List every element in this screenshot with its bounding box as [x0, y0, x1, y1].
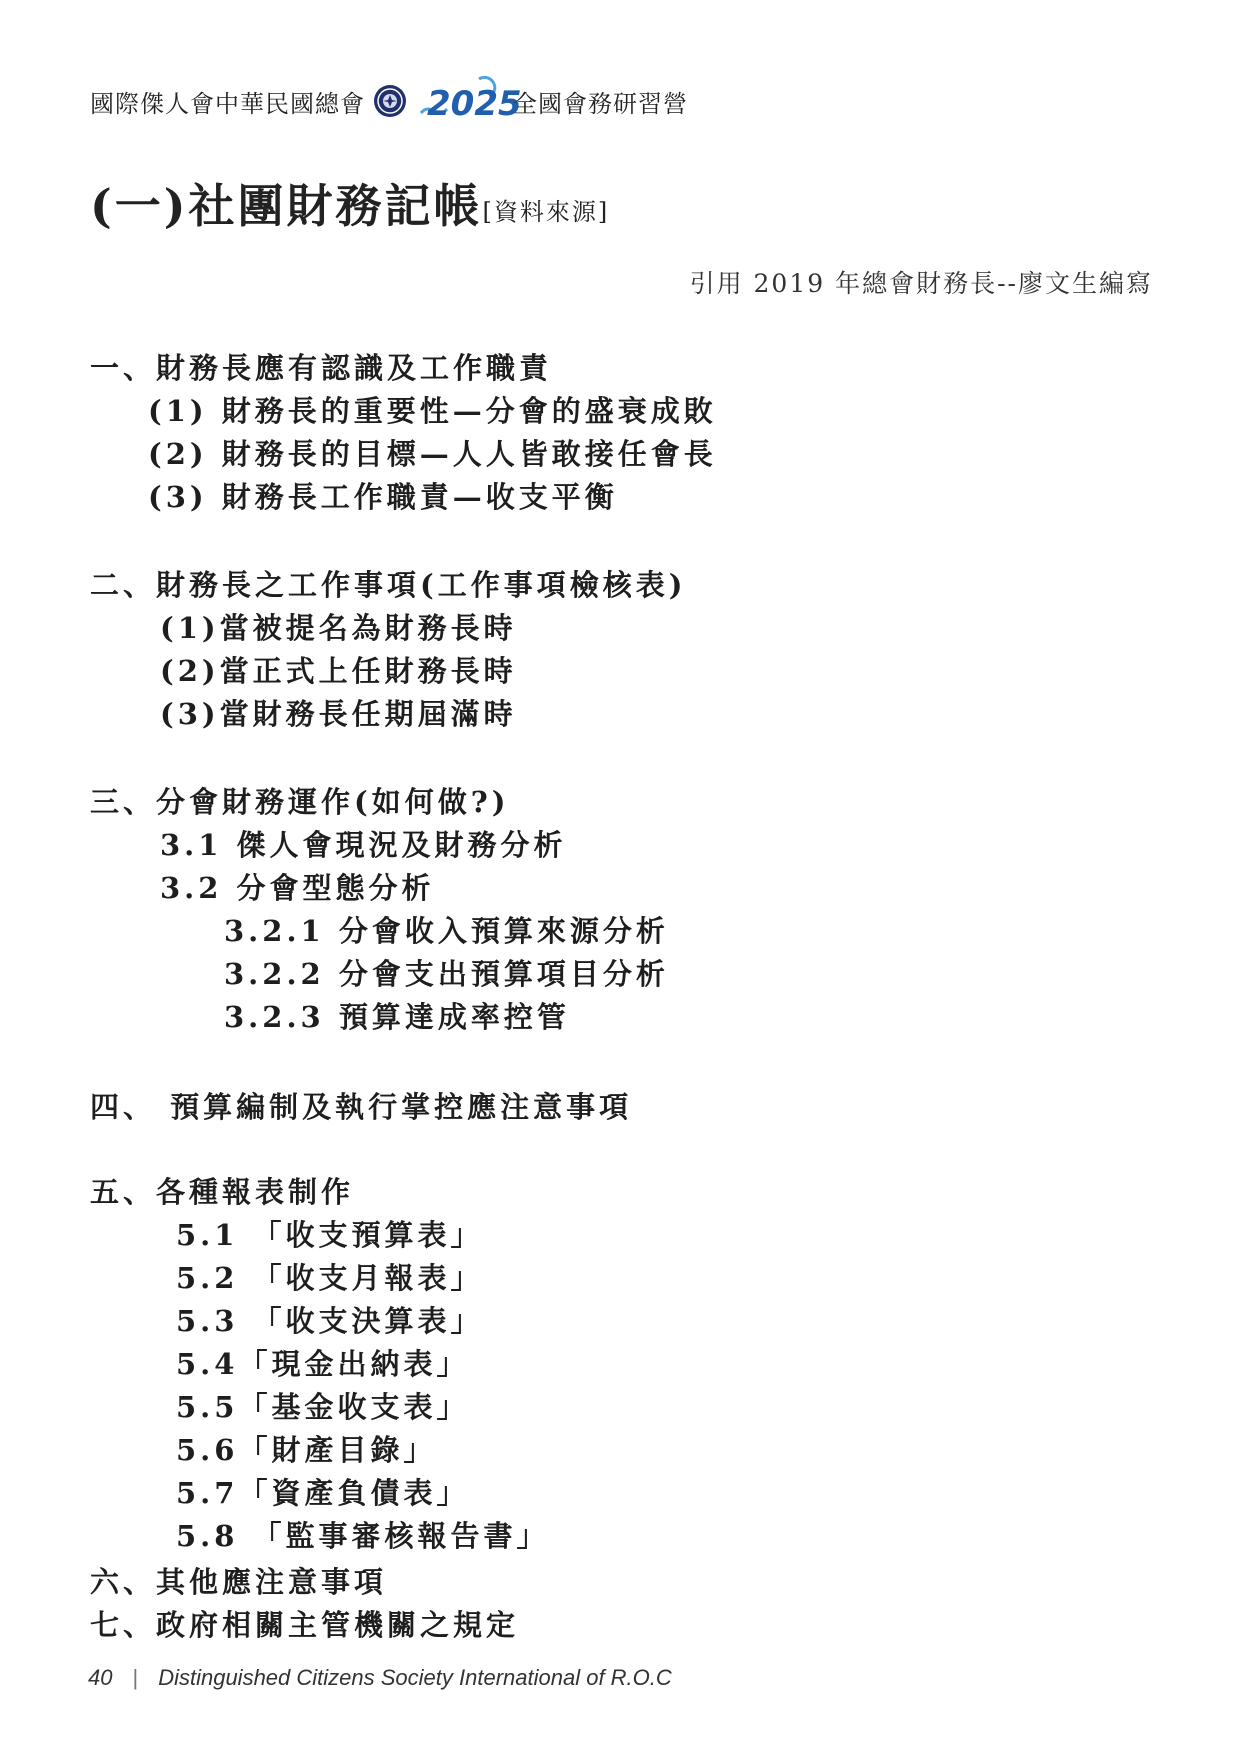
- logo-year-text: 2025: [427, 84, 522, 124]
- section-3-item: 3.2 分會型態分析: [160, 871, 435, 905]
- page-header: [90, 66, 688, 136]
- section-2-heading: 二、財務長之工作事項(工作事項檢核表): [90, 568, 687, 602]
- section-5-heading: 五、各種報表制作: [90, 1175, 355, 1209]
- page-footer: [88, 1665, 672, 1691]
- section-7-heading: 七、政府相關主管機關之規定: [90, 1608, 520, 1642]
- section-5-item: 5.4「現金出納表」: [176, 1347, 470, 1381]
- section-5-item: 5.1 「收支預算表」: [176, 1218, 484, 1252]
- section-3-subitem: 3.2.1 分會收入預算來源分析: [224, 914, 669, 948]
- section-3-item: 3.1 傑人會現況及財務分析: [160, 828, 567, 862]
- section-2-item: (1)當被提名為財務長時: [160, 611, 517, 645]
- section-1-item: (3) 財務長工作職責—收支平衡: [148, 480, 618, 514]
- section-5-item: 5.5「基金收支表」: [176, 1390, 470, 1424]
- section-3-subitem: 3.2.3 預算達成率控管: [224, 1000, 570, 1034]
- section-5-item: 5.2 「收支月報表」: [176, 1261, 484, 1295]
- section-1-item: (2) 財務長的目標—人人皆敢接任會長: [148, 437, 717, 471]
- page-title: [90, 170, 609, 236]
- section-5-item: 5.6「財產目錄」: [176, 1433, 437, 1467]
- section-5-item: 5.3 「收支決算表」: [176, 1304, 484, 1338]
- page-number: 40: [88, 1665, 113, 1690]
- section-1-heading: 一、財務長應有認識及工作職責: [90, 351, 553, 385]
- section-2-item: (2)當正式上任財務長時: [160, 654, 517, 688]
- section-5-item: 5.7「資產負債表」: [176, 1476, 470, 1510]
- organization-name: 國際傑人會中華民國總會: [90, 89, 365, 118]
- footer-separator: |: [132, 1665, 139, 1690]
- event-name: 全國會務研習營: [513, 89, 688, 118]
- section-5-item: 5.8 「監事審核報告書」: [176, 1519, 550, 1553]
- section-2-item: (3)當財務長任期屆滿時: [160, 697, 517, 731]
- section-6-heading: 六、其他應注意事項: [90, 1565, 388, 1599]
- citation: 引用 2019 年總會財務長--廖文生編寫: [689, 269, 1153, 298]
- title-note: [資料來源]: [482, 198, 610, 226]
- section-1-item: (1) 財務長的重要性—分會的盛衰成敗: [148, 394, 717, 428]
- society-emblem-icon: [373, 84, 407, 118]
- title-main: (一)社團財務記帳: [90, 179, 483, 233]
- section-4-heading: 四、 預算編制及執行掌控應注意事項: [90, 1090, 633, 1124]
- footer-text: Distinguished Citizens Society International of R.O.C: [158, 1665, 672, 1690]
- section-3-subitem: 3.2.2 分會支出預算項目分析: [224, 957, 669, 991]
- year-2025-logo: [417, 71, 522, 131]
- section-3-heading: 三、分會財務運作(如何做?): [90, 785, 510, 819]
